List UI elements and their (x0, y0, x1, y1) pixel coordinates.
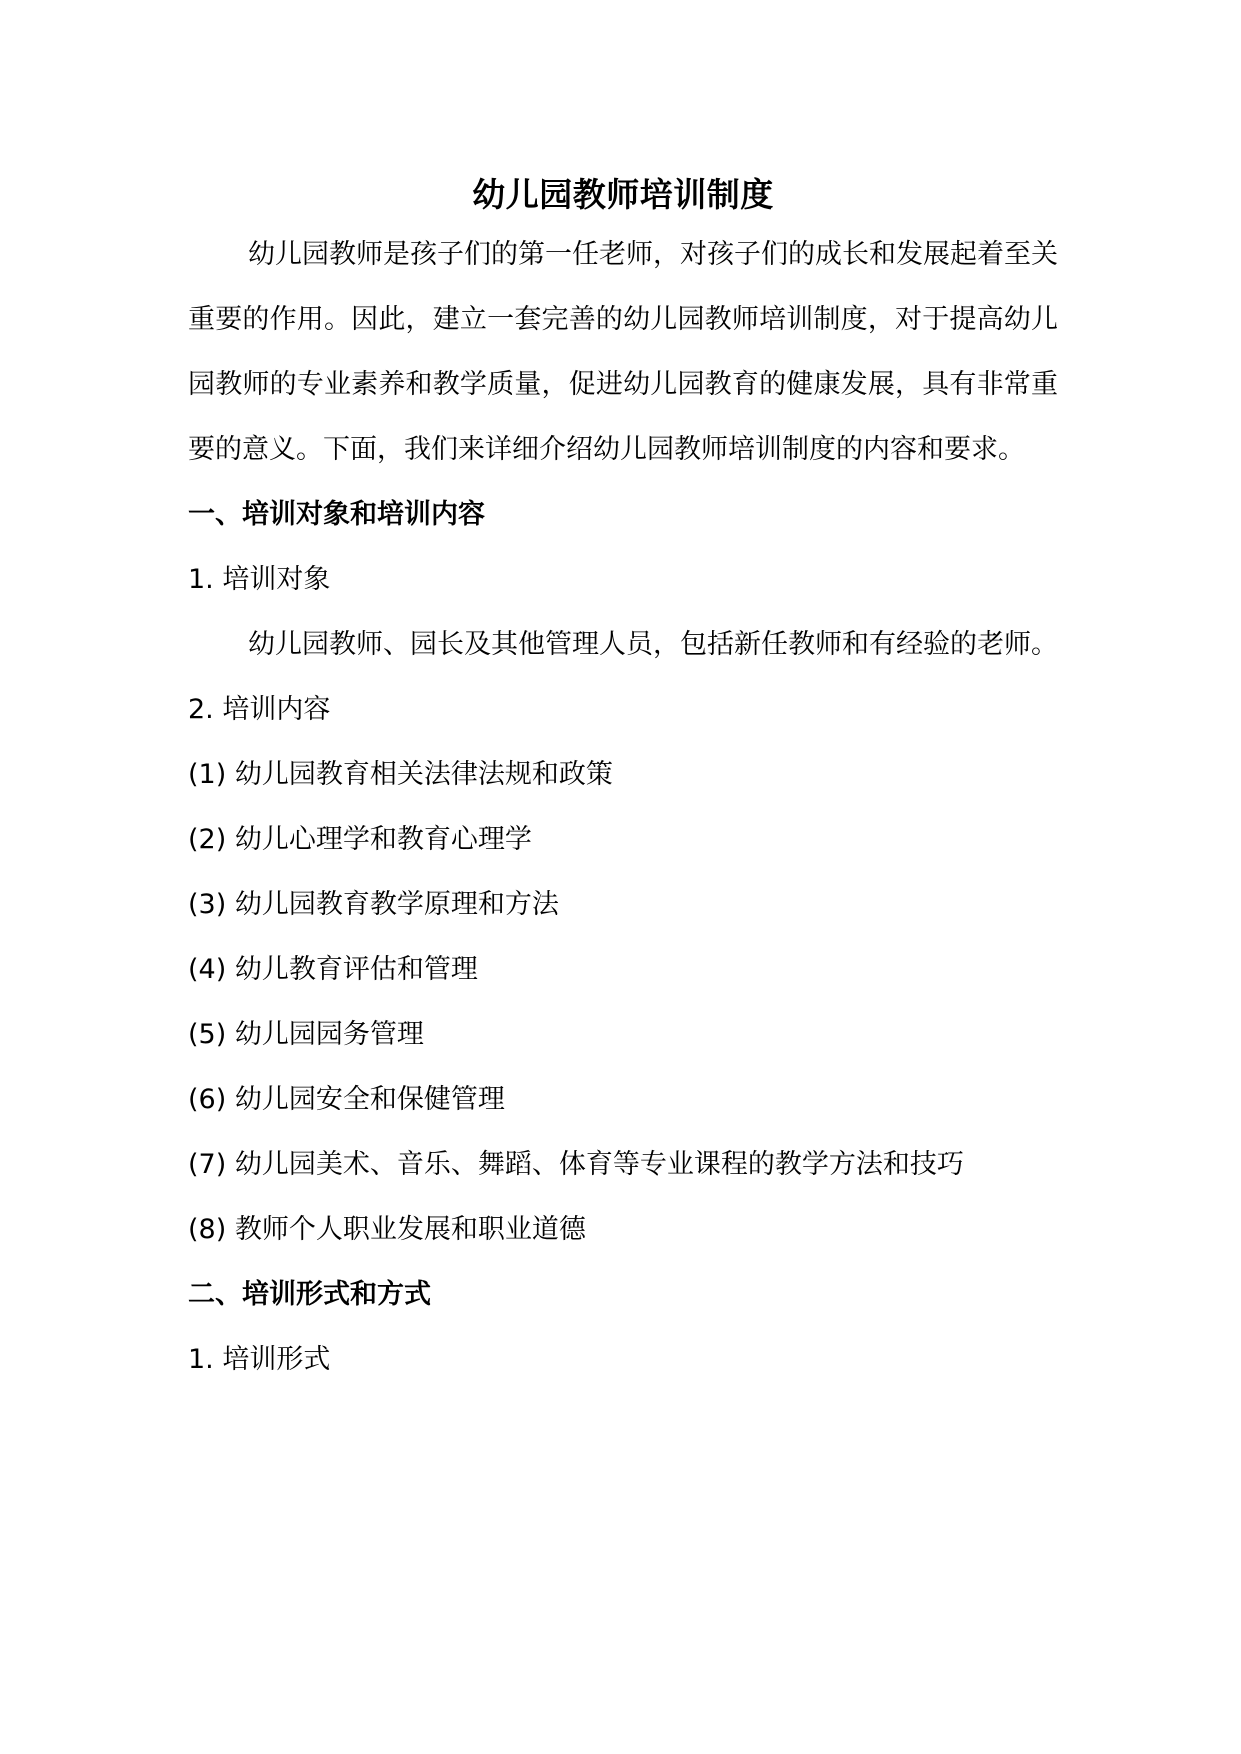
list-item: (7) 幼儿园美术、音乐、舞蹈、体育等专业课程的教学方法和技巧 (188, 1149, 964, 1180)
list-item: (5) 幼儿园园务管理 (188, 1019, 424, 1050)
training-content-list (188, 742, 1058, 1262)
document-body (188, 170, 1058, 1392)
list-item: (3) 幼儿园教育教学原理和方法 (188, 889, 559, 920)
list-item: (8) 教师个人职业发展和职业道德 (188, 1214, 586, 1245)
section-2-heading: 二、培训形式和方式 (188, 1279, 431, 1310)
list-item: (1) 幼儿园教育相关法律法规和政策 (188, 759, 613, 790)
list-item: (2) 幼儿心理学和教育心理学 (188, 824, 532, 855)
section-1-sub-1-text: 幼儿园教师、园长及其他管理人员，包括新任教师和有经验的老师。 (248, 629, 1058, 660)
document-title: 幼儿园教师培训制度 (472, 175, 774, 214)
section-2-sub-1-title: 1. 培训形式 (188, 1344, 331, 1375)
list-item: (6) 幼儿园安全和保健管理 (188, 1084, 505, 1115)
section-1-sub-2-title: 2. 培训内容 (188, 694, 331, 725)
intro-paragraph: 幼儿园教师是孩子们的第一任老师，对孩子们的成长和发展起着至关重要的作用。因此，建立一套完善的幼儿园教师培训制度，对于提高幼儿园教师的专业素养和教学质量，促进幼儿园教育的健康发展，具有非常重要的意义。下面，我们来详细介绍幼儿园教师培训制度的内容和要求。 (188, 239, 1058, 465)
section-1-heading: 一、培训对象和培训内容 (188, 499, 485, 530)
section-1-sub-1-title: 1. 培训对象 (188, 564, 331, 595)
list-item: (4) 幼儿教育评估和管理 (188, 954, 478, 985)
